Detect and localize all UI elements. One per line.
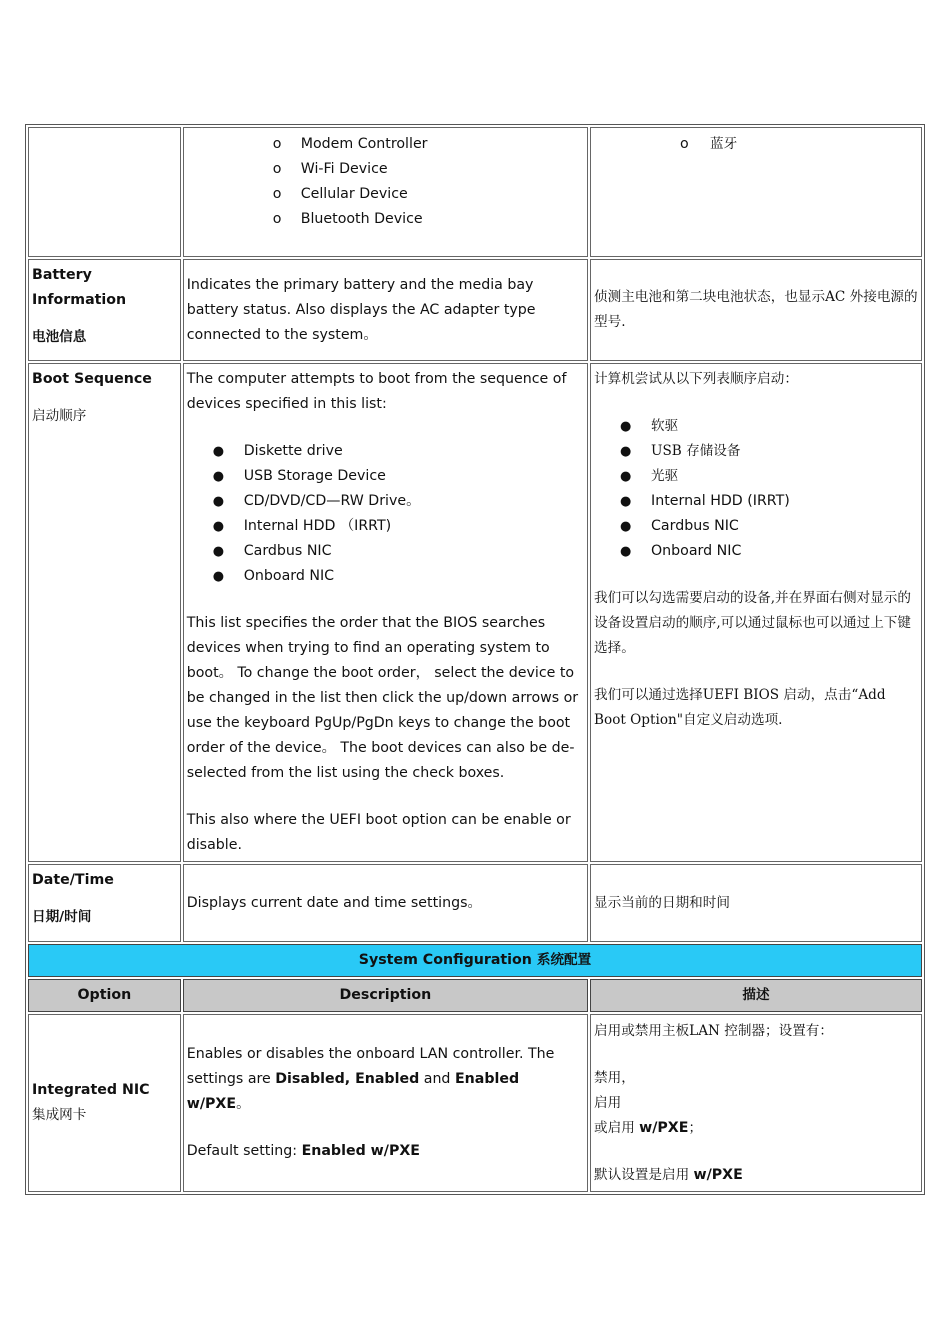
cn-description-text: 我们可以通过选择UEFI BIOS 启动，点击“Add Boot Option"自定义启动选项.: [594, 687, 886, 728]
column-header-row: [28, 979, 922, 1012]
column-header-description: Description: [183, 979, 588, 1012]
list-item: ● Cardbus NIC: [620, 518, 739, 534]
table-row: [28, 363, 922, 862]
list-item: ● USB 存储设备: [620, 443, 741, 459]
table-row: [28, 1014, 922, 1192]
boot-device-list: [187, 439, 584, 589]
description-text: Displays current date and time settings。: [186, 894, 482, 911]
option-label-cn: 日期/时间: [32, 909, 92, 925]
option-cell: [28, 864, 181, 942]
cn-description-text: 显示当前的日期和时间: [594, 894, 730, 911]
description-text: The computer attempts to boot from the sequence of devices specified in this list:: [186, 371, 567, 412]
description-cell: [183, 864, 588, 942]
description-cell: [183, 259, 588, 361]
list-item: o Cellular Device: [272, 186, 408, 202]
list-item: ● Internal HDD （IRRT): [212, 518, 392, 534]
table-row: [28, 864, 922, 942]
option-cell: [28, 363, 181, 862]
list-item: o 蓝牙: [680, 136, 738, 152]
cn-description-text: 我们可以勾选需要启动的设备,并在界面右侧对显示的设备设置启动的顺序,可以通过鼠标也可以通过上下键选择。: [594, 590, 911, 656]
list-item: ● Internal HDD (IRRT): [620, 493, 790, 509]
option-cell: [28, 1014, 181, 1192]
cn-default-setting: 默认设置是启用 w/PXE: [594, 1167, 743, 1183]
cn-boot-device-list: [594, 414, 918, 564]
option-cell: [28, 259, 181, 361]
list-item: ● Onboard NIC: [212, 568, 335, 584]
cn-description-cell: [590, 864, 922, 942]
description-cell: [183, 127, 588, 257]
cn-description-text: 启用或禁用主板LAN 控制器；设置有：: [594, 1023, 833, 1039]
list-item: o Bluetooth Device: [272, 211, 423, 227]
option-label-cn: 电池信息: [32, 329, 87, 345]
section-title: System Configuration 系统配置: [28, 944, 922, 977]
cn-description-text: 计算机尝试从以下列表顺序启动：: [594, 371, 798, 387]
cn-description-text: 或启用 w/PXE；: [594, 1120, 703, 1136]
device-list: [187, 132, 584, 232]
cn-description-text: 禁用，: [594, 1070, 635, 1086]
default-setting: Default setting: Enabled w/PXE: [186, 1143, 420, 1159]
option-label-cn: 启动顺序: [32, 408, 87, 424]
cn-device-list: [594, 132, 918, 157]
description-text: This also where the UEFI boot option can be enable or disable.: [186, 812, 571, 853]
option-label: Information: [32, 292, 127, 308]
table-row: [28, 127, 922, 257]
cn-description-text: 侦测主电池和第二块电池状态，也显示AC 外接电源的型号.: [594, 289, 918, 330]
column-header-cn-description: 描述: [590, 979, 922, 1012]
list-item: ● USB Storage Device: [212, 468, 386, 484]
list-item: ● Cardbus NIC: [212, 543, 332, 559]
list-item: ● CD/DVD/CD—RW Drive。: [212, 493, 421, 509]
cn-description-cell: [590, 1014, 922, 1192]
section-header-row: [28, 944, 922, 977]
list-item: o Wi-Fi Device: [272, 161, 388, 177]
description-text: Indicates the primary battery and the media bay battery status. Also displays the AC adapter type connected to the system。: [186, 276, 536, 343]
cn-description-text: 启用: [594, 1095, 622, 1111]
cn-description-cell: [590, 363, 922, 862]
description-text: This list specifies the order that the BIOS searches devices when trying to find an operating system to boot。 To change the boot order， select the device to be changed in the list then click the up/down arrows or use the keyboard PgUp/PgDn keys to change the boot order of the device。 The boot devices can also be de-selected from the list using the check boxes.: [186, 615, 579, 781]
option-label: Battery: [32, 267, 92, 283]
table-row: [28, 259, 922, 361]
option-label: Date/Time: [32, 872, 114, 888]
list-item: ● Diskette drive: [212, 443, 343, 459]
description-text: Enables or disables the onboard LAN controller. The settings are Disabled, Enabled and Enabled w/PXE。: [186, 1046, 555, 1112]
option-label: Boot Sequence: [32, 371, 152, 387]
cn-description-cell: [590, 259, 922, 361]
list-item: ● 软驱: [620, 418, 679, 434]
list-item: o Modem Controller: [272, 136, 428, 152]
cn-description-cell: [590, 127, 922, 257]
list-item: ● Onboard NIC: [620, 543, 742, 559]
description-cell: [183, 1014, 588, 1192]
column-header-option: Option: [28, 979, 181, 1012]
option-cell: [28, 127, 181, 257]
option-label-cn: 集成网卡: [32, 1107, 87, 1123]
list-item: ● 光驱: [620, 468, 679, 484]
description-cell: [183, 363, 588, 862]
bios-options-table: [25, 124, 925, 1195]
option-label: Integrated NIC: [32, 1082, 150, 1098]
